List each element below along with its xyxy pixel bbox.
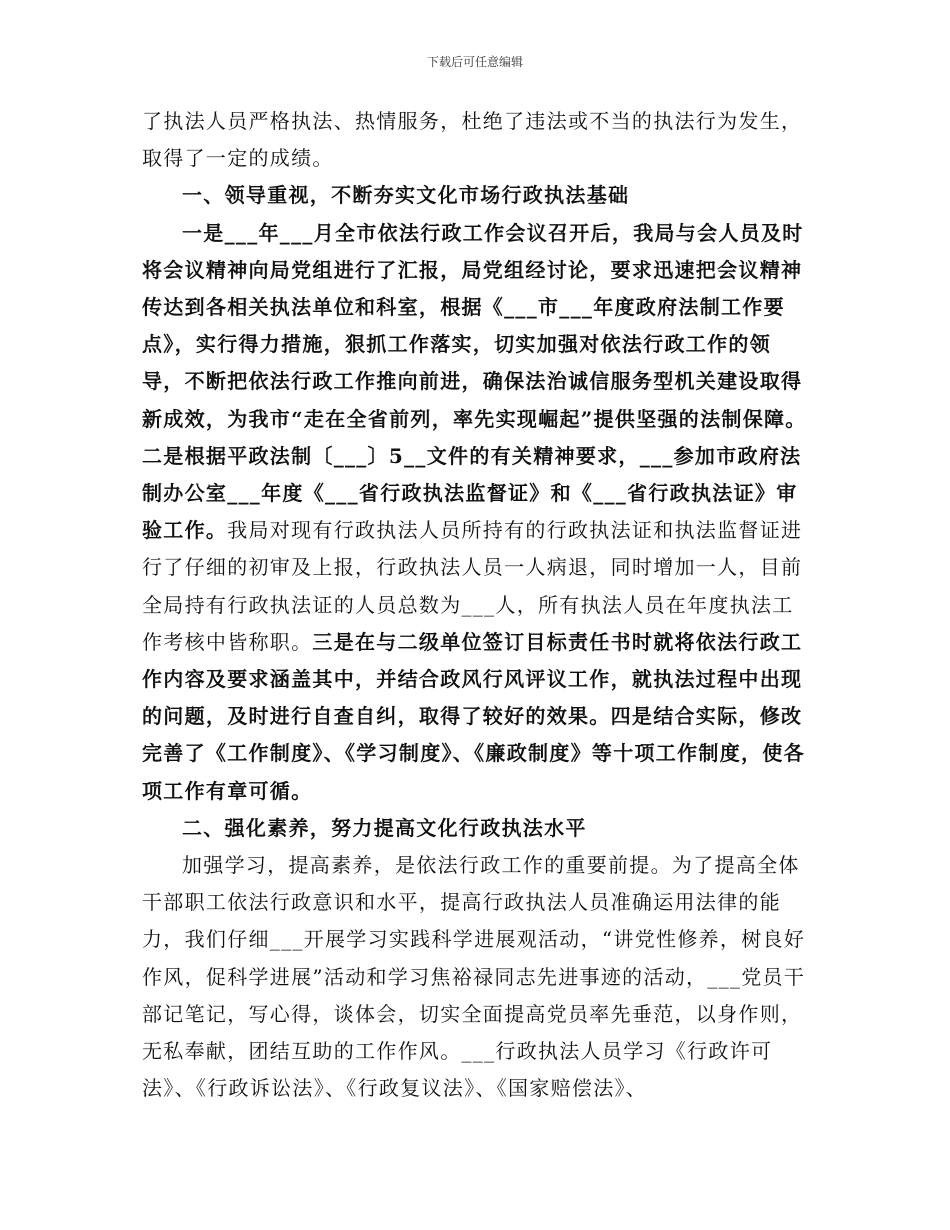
paragraph-section-1 [142, 215, 812, 810]
page-header-note: 下载后可任意编辑 [426, 55, 523, 69]
paragraph-section-1-bold-part-a: 一是___年___月全市依法行政工作会议召开后，我局与会人员及时将会议精神向局党组进行了汇报，局党组经讨论，要求迅速把会议精神传达到各相关执法单位和科室，根据《___市___年度政府法制工作要点》，实行得力措施，狠抓工作落实，切实加强对依法行政工作的领导，不断把依法行政工作推向前进，确保法治诚信服务型机关建设取得新成效，为我市“走在全省前列，率先实现崛起”提供坚强的法制保障。二是根据平政法制〔___〕5__文件的有关精神要求，___参加市政府法制办公室___年度《___省行政执法监督证》和《___省行政执法证》审验工作。 [142, 220, 807, 543]
document-body [142, 103, 812, 1107]
section-heading-2: 二、强化素养，努力提高文化行政执法水平 [182, 815, 587, 840]
paragraph-section-1-bold-part-b: 三是在与二级单位签订目标责任书时就将依法行政工作内容及要求涵盖其中，并结合政风行风评议工作，就执法过程中出现的问题，及时进行自查自纠，取得了较好的效果。四是结合实际，修改完善了《工作制度》、《学习制度》、《廉政制度》等十项工作制度，使各项工作有章可循。 [142, 629, 805, 803]
paragraph-section-2: 加强学习，提高素养，是依法行政工作的重要前提。为了提高全体干部职工依法行政意识和水平，提高行政执法人员准确运用法律的能力，我们仔细___开展学习实践科学进展观活动，“讲党性修养，树良好作风，促科学进展”活动和学习焦裕禄同志先进事迹的活动，___党员干部记笔记，写心得，谈体会，切实全面提高党员率先垂范，以身作则，无私奉献，团结互助的工作作风。___行政执法人员学习《行政许可法》、《行政诉讼法》、《行政复议法》、《国家赔偿法》、 [142, 853, 806, 1101]
paragraph-continuation: 了执法人员严格执法、热情服务，杜绝了违法或不当的执法行为发生，取得了一定的成绩。 [142, 109, 803, 171]
paragraph-section-1-normal-part: 我局对现有行政执法人员所持有的行政执法证和执法监督证进行了仔细的初审及上报，行政执法人员一人病退，同时增加一人，目前全局持有行政执法证的人员总数为___人，所有执法人员在年度执法工作考核中皆称职。 [142, 518, 803, 654]
section-heading-1: 一、领导重视，不断夯实文化市场行政执法基础 [182, 183, 630, 208]
